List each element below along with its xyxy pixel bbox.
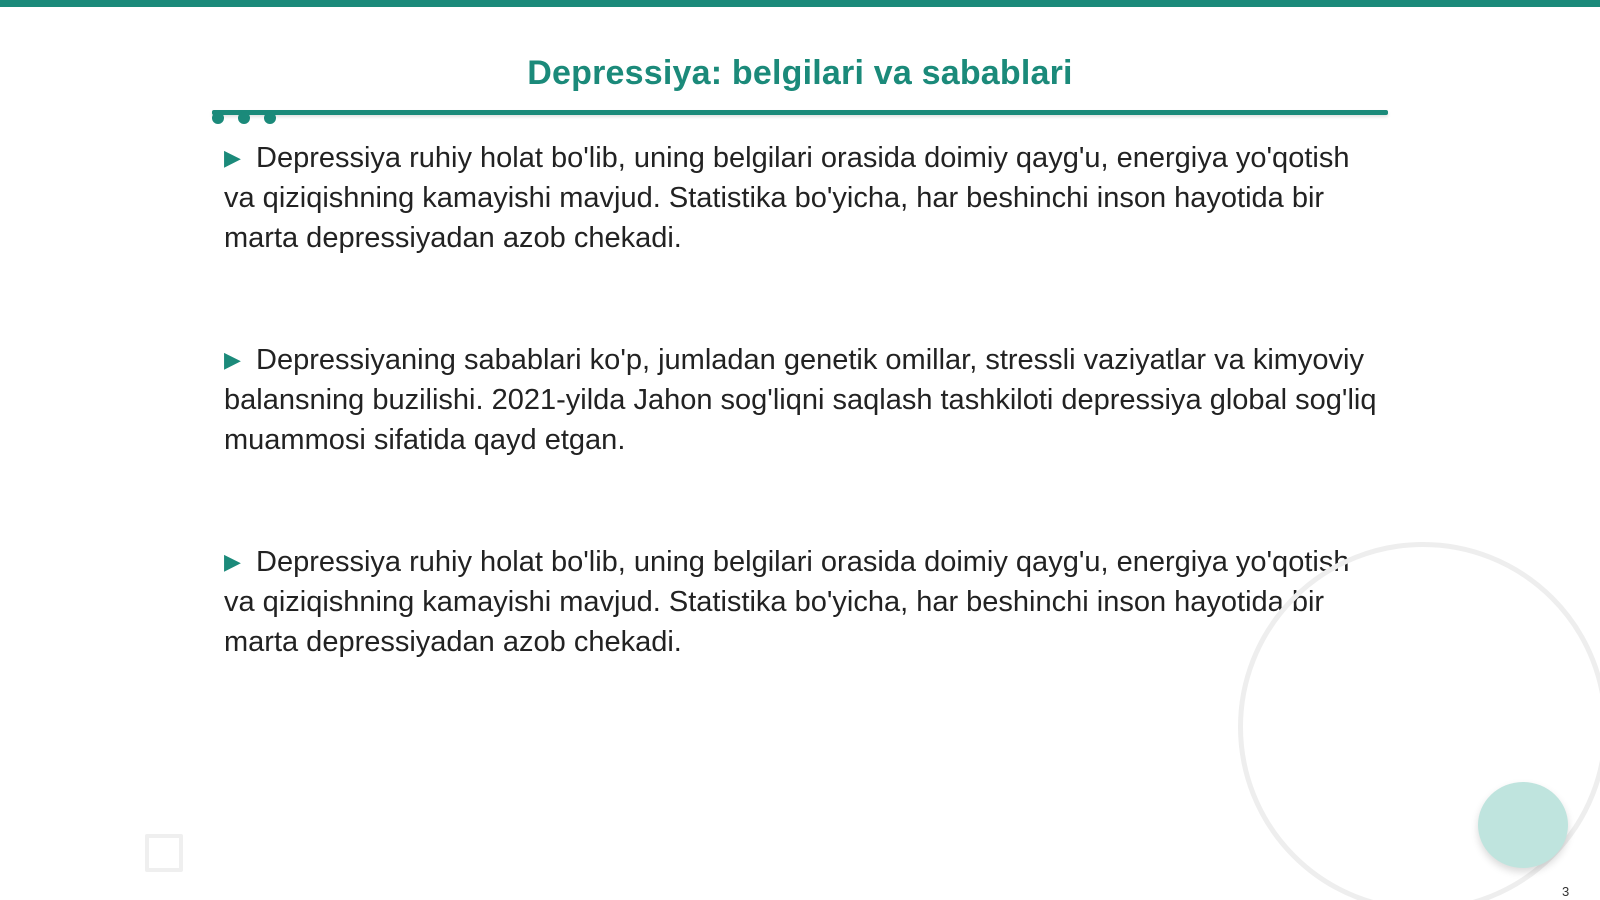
decorative-dot xyxy=(212,112,224,124)
paragraph-text: Depressiya ruhiy holat bo'lib, uning belgilari orasida doimiy qayg'u, energiya yo'qotish va qiziqishning kamayishi mavjud. Statistika bo'yicha, har beshinchi inson hayotida bir marta depressiyadan azob chekadi. xyxy=(224,142,1350,254)
bullet-paragraph xyxy=(224,542,1384,662)
triangle-right-icon: ▶ xyxy=(224,347,241,372)
top-accent-bar xyxy=(0,0,1600,7)
decorative-dot xyxy=(238,112,250,124)
triangle-right-icon: ▶ xyxy=(224,145,241,170)
decorative-dot xyxy=(264,112,276,124)
triangle-right-icon: ▶ xyxy=(224,549,241,574)
bullet-list xyxy=(224,138,1384,744)
paragraph-text: Depressiya ruhiy holat bo'lib, uning belgilari orasida doimiy qayg'u, energiya yo'qotish va qiziqishning kamayishi mavjud. Statistika bo'yicha, har beshinchi inson hayotida bir marta depressiyadan azob chekadi. xyxy=(224,546,1350,658)
decorative-square xyxy=(145,834,183,872)
slide-title: Depressiya: belgilari va sabablari xyxy=(527,54,1073,92)
bullet-paragraph xyxy=(224,340,1384,460)
bullet-paragraph xyxy=(224,138,1384,258)
page-number: 3 xyxy=(1562,884,1570,899)
paragraph-text: Depressiyaning sabablari ko'p, jumladan genetik omillar, stressli vaziyatlar va kimyoviy balansning buzilishi. 2021-yilda Jahon sog'liqni saqlash tashkiloti depressiya global sog'liq muammosi sifatida qayd etgan. xyxy=(224,344,1377,456)
decorative-ball xyxy=(1478,782,1568,868)
title-underline xyxy=(212,110,1388,115)
